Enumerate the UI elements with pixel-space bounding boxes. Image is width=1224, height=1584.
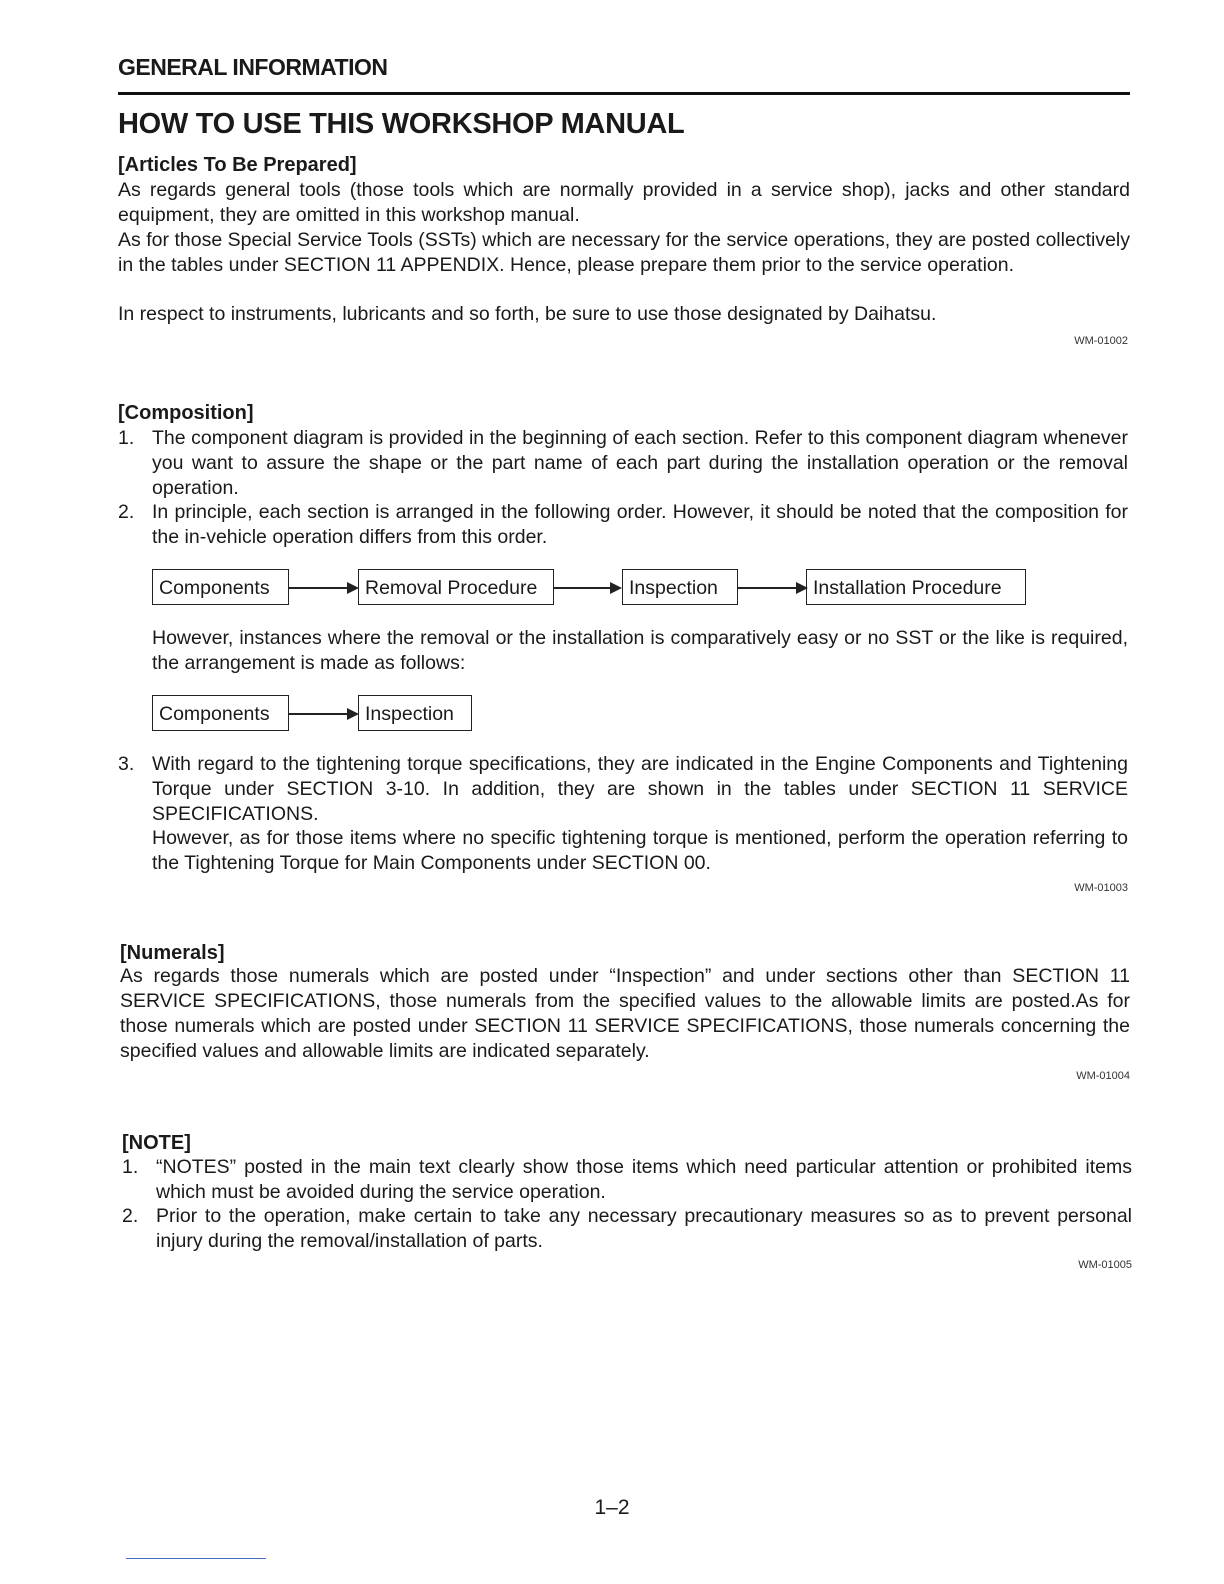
composition-item-2 — [118, 500, 1130, 550]
list-text: Prior to the operation, make certain to take any necessary precautionary measures so as to prevent personal injury during the removal/installation of parts. — [156, 1205, 1132, 1252]
list-number: 3. — [118, 753, 135, 775]
flow-box-components: Components — [152, 569, 289, 605]
numerals-text: As regards those numerals which are posted under “Inspection” and under sections other than SECTION 11 SERVICE SPECIFICATIONS, those numerals from the specified values to the allowable limits are posted.As for those numerals which are posted under SECTION 11 SERVICE SPECIFICATIONS, those numerals concerning the specified values and allowable limits are indicated separately. — [120, 965, 1130, 1062]
list-number: 2. — [118, 501, 135, 523]
flow-box-components: Components — [152, 695, 289, 731]
articles-paragraph-2: As for those Special Service Tools (SSTs) which are necessary for the service operations, they are posted collectively in the tables under SECTION 11 APPENDIX. Hence, please prepare them prior to the service operation. — [118, 229, 1130, 276]
composition-between-text: However, instances where the removal or the installation is comparatively easy or no SST or the like is required, the arrangement is made as follows: — [152, 627, 1128, 674]
reference-code: WM-01003 — [1074, 882, 1128, 894]
flow-arrow — [289, 587, 357, 589]
flow-box-inspection: Inspection — [622, 569, 738, 605]
list-number: 1. — [118, 427, 135, 449]
flow-box-inspection: Inspection — [358, 695, 472, 731]
list-number: 1. — [122, 1156, 139, 1178]
list-number: 2. — [122, 1205, 139, 1227]
list-text: “NOTES” posted in the main text clearly show those items which need particular attention or prohibited items which must be avoided during the service operation. — [156, 1156, 1132, 1203]
flow-arrow — [289, 713, 357, 715]
note-heading: [NOTE] — [122, 1132, 191, 1154]
note-item-1 — [122, 1155, 1132, 1205]
list-text: In principle, each section is arranged in the following order. However, it should be noted that the composition for the in-vehicle operation differs from this order. — [152, 501, 1128, 548]
note-item-2 — [122, 1204, 1132, 1254]
articles-heading: [Articles To Be Prepared] — [118, 154, 357, 176]
section-header-label: GENERAL INFORMATION — [118, 54, 388, 80]
list-text: With regard to the tightening torque specifications, they are indicated in the Engine Components and Tightening Torque under SECTION 3-10. In addition, they are shown in the tables under SECTION 11 SERVICE SPECIFICATIONS. — [152, 753, 1128, 825]
flow-arrow — [738, 587, 806, 589]
flow-box-removal-procedure: Removal Procedure — [358, 569, 554, 605]
composition-item-3 — [118, 752, 1130, 878]
reference-code: WM-01004 — [1076, 1070, 1130, 1082]
reference-code: WM-01002 — [1074, 335, 1128, 347]
header-rule — [118, 92, 1130, 95]
footer-line — [126, 1558, 266, 1559]
page-title: HOW TO USE THIS WORKSHOP MANUAL — [118, 108, 685, 140]
list-text: The component diagram is provided in the beginning of each section. Refer to this component diagram whenever you want to assure the shape or the part name of each part during the installation operation or the removal operation. — [152, 427, 1128, 499]
composition-heading: [Composition] — [118, 402, 254, 424]
composition-item-1 — [118, 426, 1130, 501]
articles-paragraph-3: In respect to instruments, lubricants and so forth, be sure to use those designated by Daihatsu. — [118, 303, 937, 325]
articles-paragraph-1: As regards general tools (those tools which are normally provided in a service shop), jacks and other standard equipment, they are omitted in this workshop manual. — [118, 179, 1130, 226]
list-text: However, as for those items where no specific tightening torque is mentioned, perform the operation referring to the Tightening Torque for Main Components under SECTION 00. — [152, 827, 1128, 874]
numerals-heading: [Numerals] — [120, 942, 225, 964]
flow-box-installation-procedure: Installation Procedure — [806, 569, 1026, 605]
page-number: 1–2 — [594, 1496, 630, 1519]
reference-code: WM-01005 — [1078, 1259, 1132, 1271]
flow-arrow — [554, 587, 620, 589]
